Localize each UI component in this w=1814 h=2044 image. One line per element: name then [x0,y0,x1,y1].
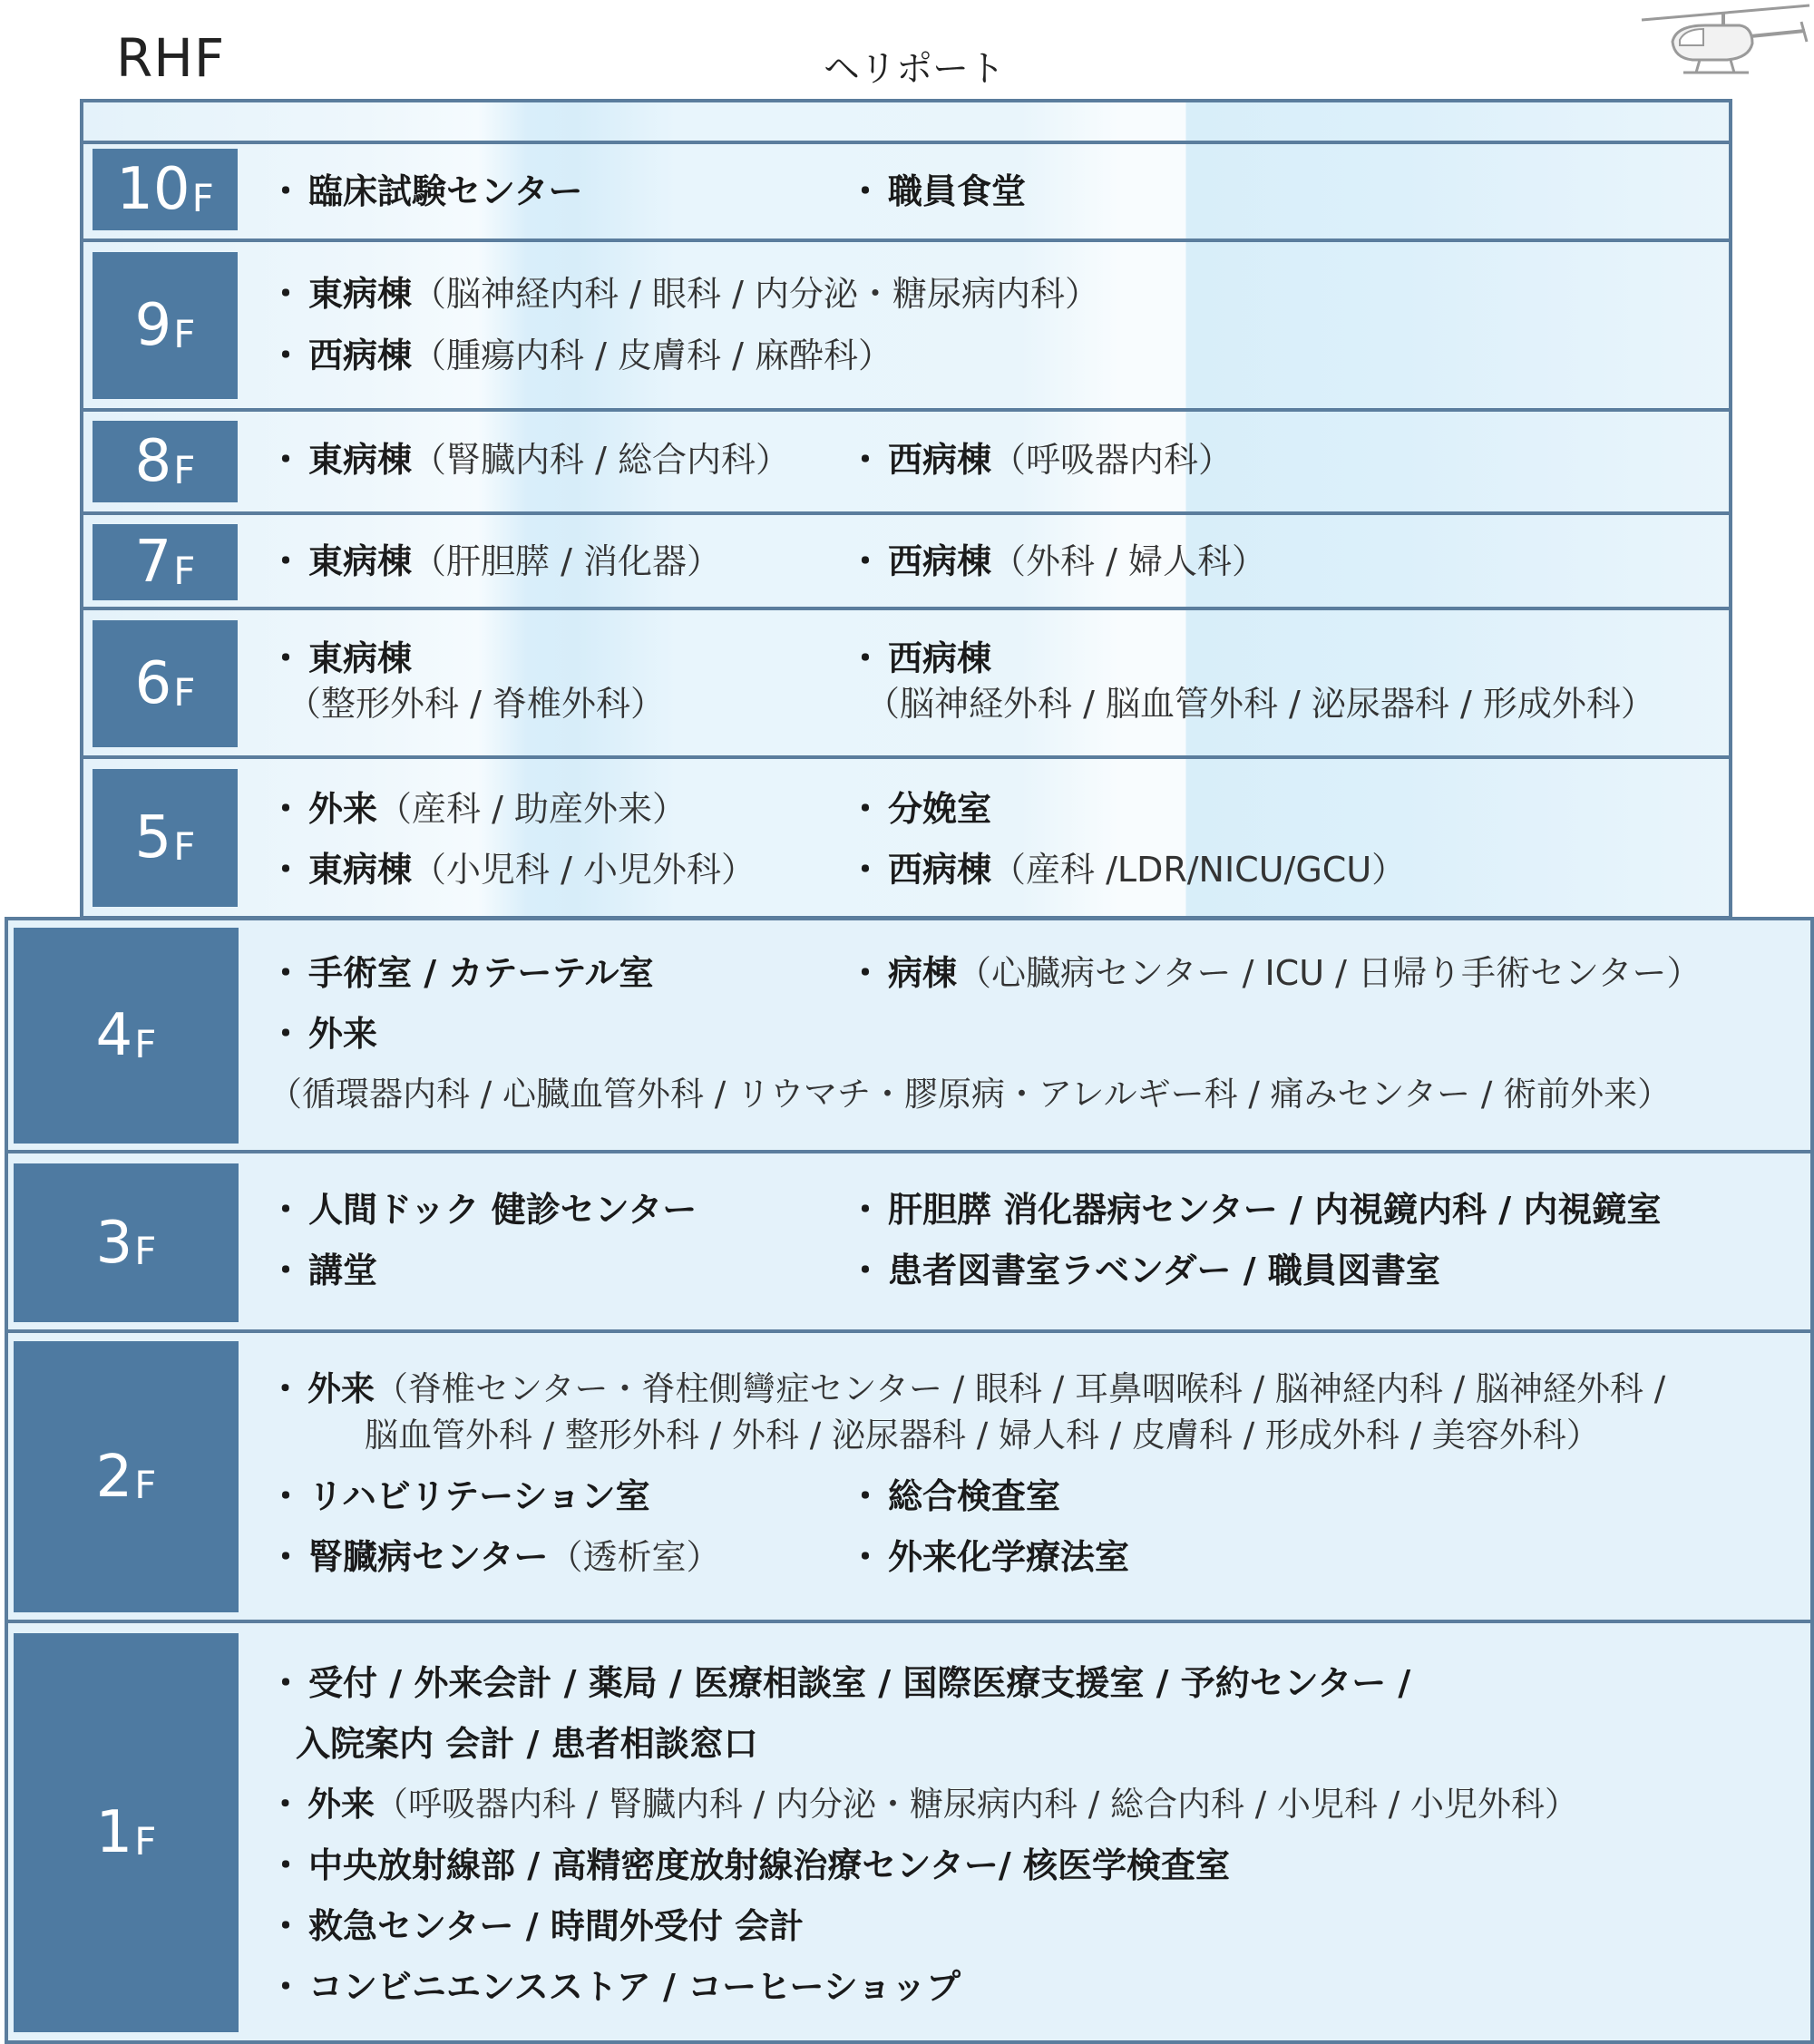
helicopter-icon [1633,0,1814,82]
floor-10-item: ・ 職員食堂 [848,171,1027,211]
floor-10-item: ・ 臨床試験センター [268,171,583,211]
floor-label-4f: 4 F [14,928,239,1144]
floor-divider [83,755,1729,759]
floor-label-5f: 5 F [93,769,238,907]
floor-1-item: ・ 中央放射線部 / 高精密度放射線治療センター/ 核医学検査室 [268,1845,1230,1885]
floor-2-item: ・ リハビリテーション室 [268,1476,650,1516]
floor-4-item: ・ 病棟（心臓病センター / ICU / 日帰り手術センター） [848,953,1702,993]
floor-label-2f: 2 F [14,1341,239,1612]
floor-9-item: ・ 西病棟（腫瘍内科 / 皮膚科 / 麻酔科） [268,336,892,375]
floor-6-item: ・ 西病棟 [848,638,992,678]
floor-5-item: ・ 分娩室 [848,789,992,829]
floor-label-9f: 9 F [93,252,238,399]
floor-2-item-detail: 脳血管外科 / 整形外科 / 外科 / 泌尿器科 / 婦人科 / 皮膚科 / 形成外科 / 美容外科） [365,1416,1600,1455]
floor-divider [8,1620,1810,1623]
floor-1-item-detail: 入院案内 会計 / 患者相談窓口 [296,1724,758,1764]
floor-label-3f: 3 F [14,1163,239,1322]
floor-divider [83,238,1729,242]
floor-1-item: ・ 受付 / 外来会計 / 薬局 / 医療相談室 / 国際医療支援室 / 予約センター / [268,1663,1411,1703]
floor-divider [83,607,1729,610]
floor-2-item: ・ 外来（脊椎センター・脊柱側彎症センター / 眼科 / 耳鼻咽喉科 / 脳神経内科 / 脳神経外科 / [268,1369,1666,1408]
floor-2-item: ・ 外来化学療法室 [848,1537,1130,1577]
floor-1-item: ・ 外来（呼吸器内科 / 腎臓内科 / 内分泌・糖尿病内科 / 総合内科 / 小児科 / 小児外科） [268,1785,1578,1824]
roof-line [83,141,1729,144]
floor-4-item-detail: （循環器内科 / 心臓血管外科 / リウマチ・膠原病・アレルギー科 / 痛みセンター / 術前外来） [268,1075,1672,1114]
floor-2-item: ・ 腎臓病センター（透析室） [268,1537,721,1577]
floor-divider [8,1150,1810,1153]
heliport-label: ヘリポート [824,48,1005,90]
floor-4-item: ・ 外来 [268,1014,378,1054]
floor-3-item: ・ 講堂 [268,1251,378,1290]
floor-2-item: ・ 総合検査室 [848,1476,1061,1516]
floor-5-item: ・ 西病棟（産科 /LDR/NICU/GCU） [848,850,1407,890]
floor-3-item: ・ 患者図書室ラベンダー / 職員図書室 [848,1251,1440,1290]
floor-8-item: ・ 東病棟（腎臓内科 / 総合内科） [268,440,790,480]
floor-1-item: ・ コンビニエンスストア / コーヒーショップ [268,1967,961,2007]
floor-5-item: ・ 外来（産科 / 助産外来） [268,789,687,829]
floor-1-item: ・ 救急センター / 時間外受付 会計 [268,1906,805,1946]
floor-9-item: ・ 東病棟（脳神経内科 / 眼科 / 内分泌・糖尿病内科） [268,274,1099,314]
floor-7-item: ・ 東病棟（肝胆膵 / 消化器） [268,541,721,581]
rhf-label: RHF [116,27,226,89]
floor-8-item: ・ 西病棟（呼吸器内科） [848,440,1234,480]
floor-6-item-detail: （整形外科 / 脊椎外科） [287,684,665,724]
floor-3-item: ・ 肝胆膵 消化器病センター / 内視鏡内科 / 内視鏡室 [848,1190,1662,1230]
floor-6-item-detail: （脳神経外科 / 脳血管外科 / 泌尿器科 / 形成外科） [865,684,1655,724]
floor-3-item: ・ 人間ドック 健診センター [268,1190,697,1230]
floor-label-10f: 10 F [93,149,238,230]
floor-6-item: ・ 東病棟 [268,638,413,678]
floor-7-item: ・ 西病棟（外科 / 婦人科） [848,541,1266,581]
floor-label-6f: 6 F [93,620,238,747]
floor-divider [83,511,1729,515]
floor-label-7f: 7 F [93,524,238,600]
floor-divider [8,1329,1810,1333]
floor-divider [83,408,1729,412]
floor-4-item: ・ 手術室 / カテーテル室 [268,953,654,993]
floor-label-8f: 8 F [93,421,238,502]
floor-5-item: ・ 東病棟（小児科 / 小児外科） [268,850,756,890]
floor-label-1f: 1 F [14,1633,239,2032]
